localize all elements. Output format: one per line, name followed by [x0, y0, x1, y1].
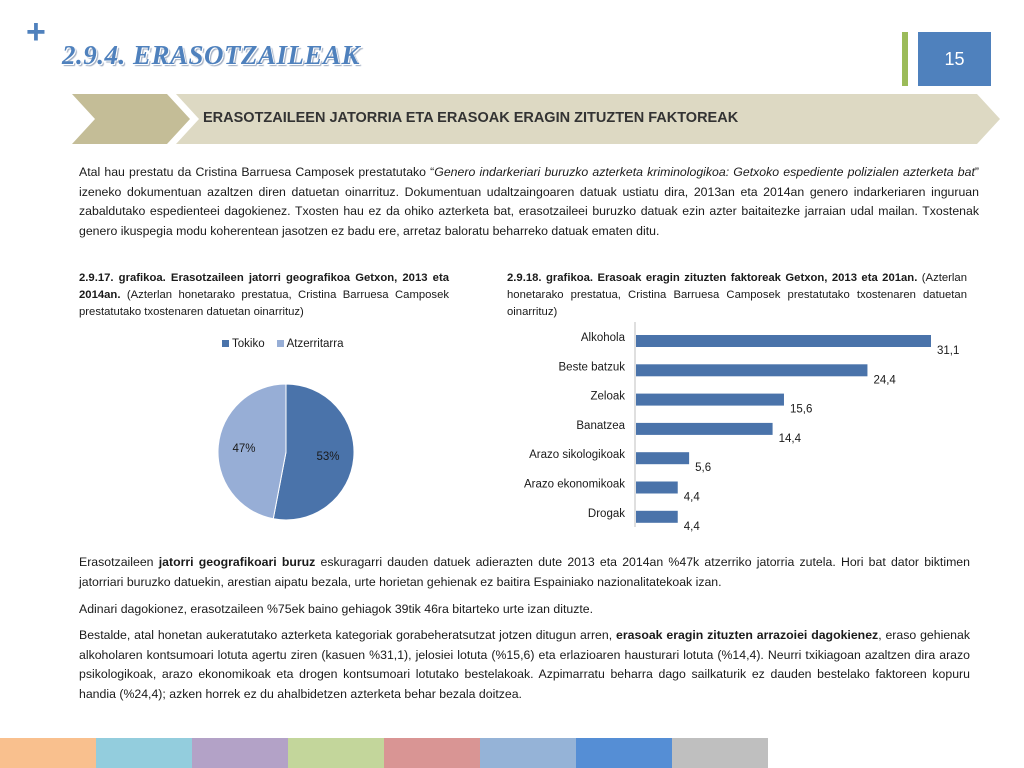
bar-category-label: Zeloak: [590, 390, 625, 403]
bar-chart: [500, 322, 980, 532]
bar: [636, 364, 867, 376]
pie-label: 47%: [232, 443, 256, 456]
bar-value-label: 31,1: [937, 345, 960, 357]
bar-value-label: 14,4: [778, 432, 801, 445]
pie-legend: [222, 338, 343, 350]
legend-item-tokiko: Tokiko: [222, 338, 265, 350]
page-title: 2.9.4. ERASOTZAILEAK: [62, 40, 361, 70]
bar: [636, 511, 678, 523]
banner-arrow-dark: [72, 94, 190, 144]
pie-chart: [210, 375, 370, 530]
plus-icon: +: [26, 13, 46, 51]
bar-value-label: 4,4: [683, 491, 700, 504]
bar-category-label: Banatzea: [576, 419, 625, 432]
footer-color-block: [0, 738, 96, 768]
intro-paragraph: Atal hau prestatu da Cristina Barruesa Camposek prestatutako “Genero indarkeriari buruzko azterketa kriminologikoa: Getxoko espediente polizialen azterketa bat” izeneko dokumentuan azaltzen diren datuetan oinarrituz. Dokumentuan udaltzaingoaren datuak ustiatu dira, 2013an eta 2014an genero indarkeriaren inguruan zabaldutako espedienteei dagokienez. Txosten hau ez da ohiko azterketa bat, erasotzaileei buruzko datuak ezin azter baitaitezke jarraian udal mailan. Txostenak genero ikuspegia modu koherentean jasotzen ez badu ere, arretaz baloratu beharreko datuak ematen ditu.: [79, 165, 979, 238]
bar-value-label: 5,6: [695, 462, 712, 475]
footer-color-block: [192, 738, 288, 768]
footer-color-strip: [0, 738, 768, 768]
legend-item-atzerritarra: Atzerritarra: [277, 338, 344, 350]
footer-color-block: [672, 738, 768, 768]
bar-category-label: Alkohola: [580, 332, 625, 344]
factors-paragraph: Bestalde, atal honetan aukeratutako azterketa kategoriak gorabeheratsutzat jotzen ditugun arren, erasoak eragin zituzten arrazoiei dagokienez, eraso gehienak alkoholaren kontsumoari lotuta agertu ziren (kasuen %31,1), jelosiei lotuta (%15,6) eta erlazioaren hausturari lotuta (%14,4). Neurri txikiagoan azaltzen dira arazo psikologikoak, arazo ekonomikoak eta drogen kontsumoari lotutako bestelakoak. Azpimarratu beharra dago sailkaturik ez dauden bestelako faktoreen kopuru handia (%24,4); azken horrek ez du ahalbidetzen azterketa behar bezala doitzea.: [79, 628, 971, 701]
bar-category-label: Beste batzuk: [558, 361, 625, 374]
age-paragraph: Adinari dagokionez, erasotzaileen %75ek baino gehiagok 39tik 46ra bitarteko urte izan dituzte.: [79, 602, 594, 616]
pie-label: 53%: [316, 450, 340, 463]
accent-bar: [902, 32, 908, 86]
footer-color-block: [288, 738, 384, 768]
footer-color-block: [480, 738, 576, 768]
caption-right: 2.9.18. grafikoa. Erasoak eragin zituzten faktoreak Getxon, 2013 eta 201an. (Azterlan honetarako prestatua, Cristina Barruesa Camposek prestatutako txostenaren datuetan oinarrituz): [507, 272, 967, 318]
bar-value-label: 15,6: [789, 403, 813, 416]
document-title: Genero indarkeriari buruzko azterketa kriminologikoa: Getxoko espediente polizialen azterketa bat: [434, 165, 975, 179]
bar: [636, 335, 931, 347]
footer-color-block: [96, 738, 192, 768]
bar-value-label: 24,4: [873, 374, 896, 387]
footer-color-block: [576, 738, 672, 768]
bar: [636, 482, 678, 494]
bar: [636, 394, 784, 406]
legend-swatch: [222, 340, 229, 347]
banner-text: ERASOTZAILEEN JATORRIA ETA ERASOAK ERAGIN ZITUZTEN FAKTOREAK: [203, 110, 739, 126]
legend-swatch: [277, 340, 284, 347]
caption-left: 2.9.17. grafikoa. Erasotzaileen jatorri geografikoa Getxon, 2013 eta 2014an. (Azterlan honetarako prestatua, Cristina Barruesa Camposek prestatutako txostenaren datuetan oinarrituz): [79, 272, 449, 318]
bar: [636, 452, 689, 464]
bar: [636, 423, 773, 435]
bar-category-label: Drogak: [587, 507, 625, 520]
page-number: 15: [918, 32, 991, 86]
footer-color-block: [384, 738, 480, 768]
bar-category-label: Arazo sikologikoak: [529, 449, 625, 462]
bar-category-label: Arazo ekonomikoak: [524, 478, 625, 491]
origin-paragraph: Erasotzaileen jatorri geografikoari buruz eskuragarri dauden datuek adierazten dute 2013 eta 2014an %47k atzerriko jatorria zutela. Hori bat dator biktimen jatorriari buruzko datuekin, arestian aipatu bezala, urte horietan gehienak ez baitira Espainiako nazionalitatekoak izan.: [79, 555, 970, 589]
bar-value-label: 4,4: [683, 520, 700, 532]
